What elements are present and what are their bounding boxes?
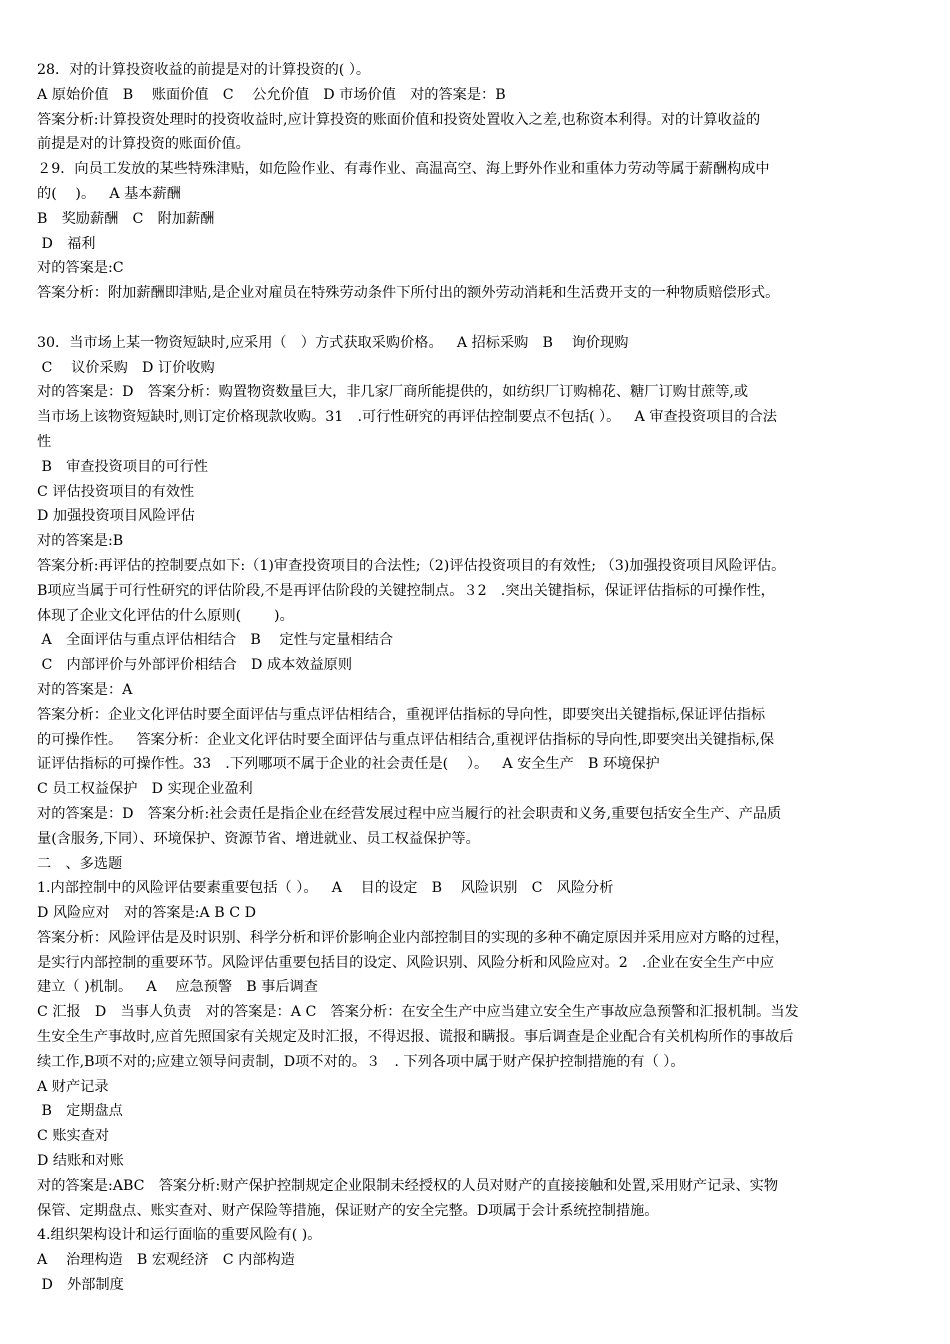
text-line: B 定期盘点: [37, 1103, 123, 1120]
text-line: A 治理构造 B 宏观经济 C 内部构造: [37, 1252, 295, 1269]
text-line: 对的答案是：D 答案分析：购置物资数量巨大，非几家厂商所能提供的，如纺织厂订购棉花、糖厂订购甘蔗等,或: [37, 384, 749, 401]
text-line: 续工作,B项不对的;应建立领导问责制，D项不对的。３ . 下列各项中属于财产保护控制措施的有（ ）。: [37, 1053, 685, 1070]
text-line: ２9．向员工发放的某些特殊津贴，如危险作业、有毒作业、高温高空、海上野外作业和重体力劳动等属于薪酬构成中: [37, 161, 770, 178]
text-line: 对的答案是:C: [37, 260, 124, 277]
text-line: C 议价采购 D 订价收购: [37, 359, 215, 376]
text-line: B 审查投资项目的可行性: [37, 458, 208, 475]
text-line: D 结账和对账: [37, 1153, 124, 1170]
text-line: D 风险应对 对的答案是:A B C D: [37, 905, 256, 922]
text-line: D 加强投资项目风险评估: [37, 508, 195, 525]
text-line: 性: [37, 433, 52, 450]
text-line: 4.组织架构设计和运行面临的重要风险有( )。: [37, 1227, 322, 1244]
text-line: 答案分析:再评估的控制要点如下:（1)审查投资项目的合法性;（2)评估投资项目的有效性; （3)加强投资项目风险评估。: [37, 557, 786, 574]
text-line: 前提是对的计算投资的账面价值。: [37, 136, 250, 153]
text-line: C 账实查对: [37, 1128, 110, 1145]
text-line: A 原始价值 B 账面价值 C 公允价值 D 市场价值 对的答案是：B: [37, 86, 506, 103]
text-line: 答案分析：风险评估是及时识别、科学分析和评价影响企业内部控制目的实现的多种不确定原因并采用应对方略的过程，: [37, 929, 789, 946]
text-line: 量(含服务,下同）、环境保护、资源节省、增进就业、员工权益保护等。: [37, 830, 480, 847]
text-line: 生安全生产事故时,应首先照国家有关规定及时汇报，不得迟报、谎报和瞒报。事后调查是企业配合有关机构所作的事故后: [37, 1029, 794, 1046]
text-line: 当市场上该物资短缺时,则订定价格现款收购。31 .可行性研究的再评估控制要点不包括( ）。 A 审查投资项目的合法: [37, 409, 777, 426]
text-line: C 汇报 D 当事人负责 对的答案是：A C 答案分析：在安全生产中应当建立安全生产事故应急预警和汇报机制。当发: [37, 1004, 799, 1021]
text-line: 答案分析：企业文化评估时要全面评估与重点评估相结合，重视评估指标的导向性，即要突出关键指标,保证评估指标: [37, 706, 766, 723]
text-line: 二 、多选题: [37, 855, 123, 872]
text-line: C 内部评价与外部评价相结合 D 成本效益原则: [37, 657, 353, 674]
text-line: 答案分析：附加薪酬即津贴,是企业对雇员在特殊劳动条件下所付出的额外劳动消耗和生活费开支的一种物质赔偿形式。: [37, 285, 780, 302]
document-body: [37, 58, 917, 1298]
text-line: 保管、定期盘点、账实查对、财产保险等措施，保证财产的安全完整。D项属于会计系统控制措施。: [37, 1202, 659, 1219]
text-line: 对的答案是：D 答案分析:社会责任是指企业在经营发展过程中应当履行的社会职责和义务,重要包括安全生产、产品质: [37, 805, 782, 822]
text-line: 对的答案是:B: [37, 533, 124, 550]
text-line: 体现了企业文化评估的什么原则( )。: [37, 607, 294, 624]
text-line: 是实行内部控制的重要环节。风险评估重要包括目的设定、风险识别、风险分析和风险应对。2 .企业在安全生产中应: [37, 954, 775, 971]
text-line: [37, 306, 917, 331]
text-line: 28．对的计算投资收益的前提是对的计算投资的( ）。: [37, 62, 371, 78]
text-line: A 财产记录: [37, 1078, 109, 1095]
text-line: 的( )。 A 基本薪酬: [37, 185, 181, 202]
text-line: 对的答案是:ABC 答案分析:财产保护控制规定企业限制未经授权的人员对财产的直接接触和处置,采用财产记录、实物: [37, 1177, 779, 1194]
text-line: 建立（ )机制。 A 应急预警 B 事后调查: [37, 979, 318, 996]
text-line: B 奖励薪酬 C 附加薪酬: [37, 210, 215, 227]
text-line: A 全面评估与重点评估相结合 B 定性与定量相结合: [37, 632, 394, 649]
text-line: 对的答案是：A: [37, 681, 133, 698]
text-line: B项应当属于可行性研究的评估阶段,不是再评估阶段的关键控制点。３2 .突出关键指标，保证评估指标的可操作性，: [37, 582, 775, 599]
text-line: 答案分析:计算投资处理时的投资收益时,应计算投资的账面价值和投资处置收入之差,也称资本利得。对的计算收益的: [37, 111, 761, 128]
text-line: C 员工权益保护 D 实现企业盈利: [37, 781, 253, 798]
text-line: 1.内部控制中的风险评估要素重要包括（ ）。 A 目的设定 B 风险识别 C 风险分析: [37, 880, 614, 897]
text-line: 的可操作性。 答案分析：企业文化评估时要全面评估与重点评估相结合,重视评估指标的导向性,即要突出关键指标,保: [37, 731, 775, 748]
text-line: D 外部制度: [37, 1277, 124, 1294]
text-line: 证评估指标的可操作性。33 .下列哪项不属于企业的社会责任是( ）。 A 安全生产 B 环境保护: [37, 756, 660, 773]
text-line: D 福利: [37, 235, 96, 252]
text-line: 30．当市场上某一物资短缺时,应采用（ ）方式获取采购价格。 A 招标采购 B 询价现购: [37, 334, 629, 351]
text-line: C 评估投资项目的有效性: [37, 483, 195, 500]
